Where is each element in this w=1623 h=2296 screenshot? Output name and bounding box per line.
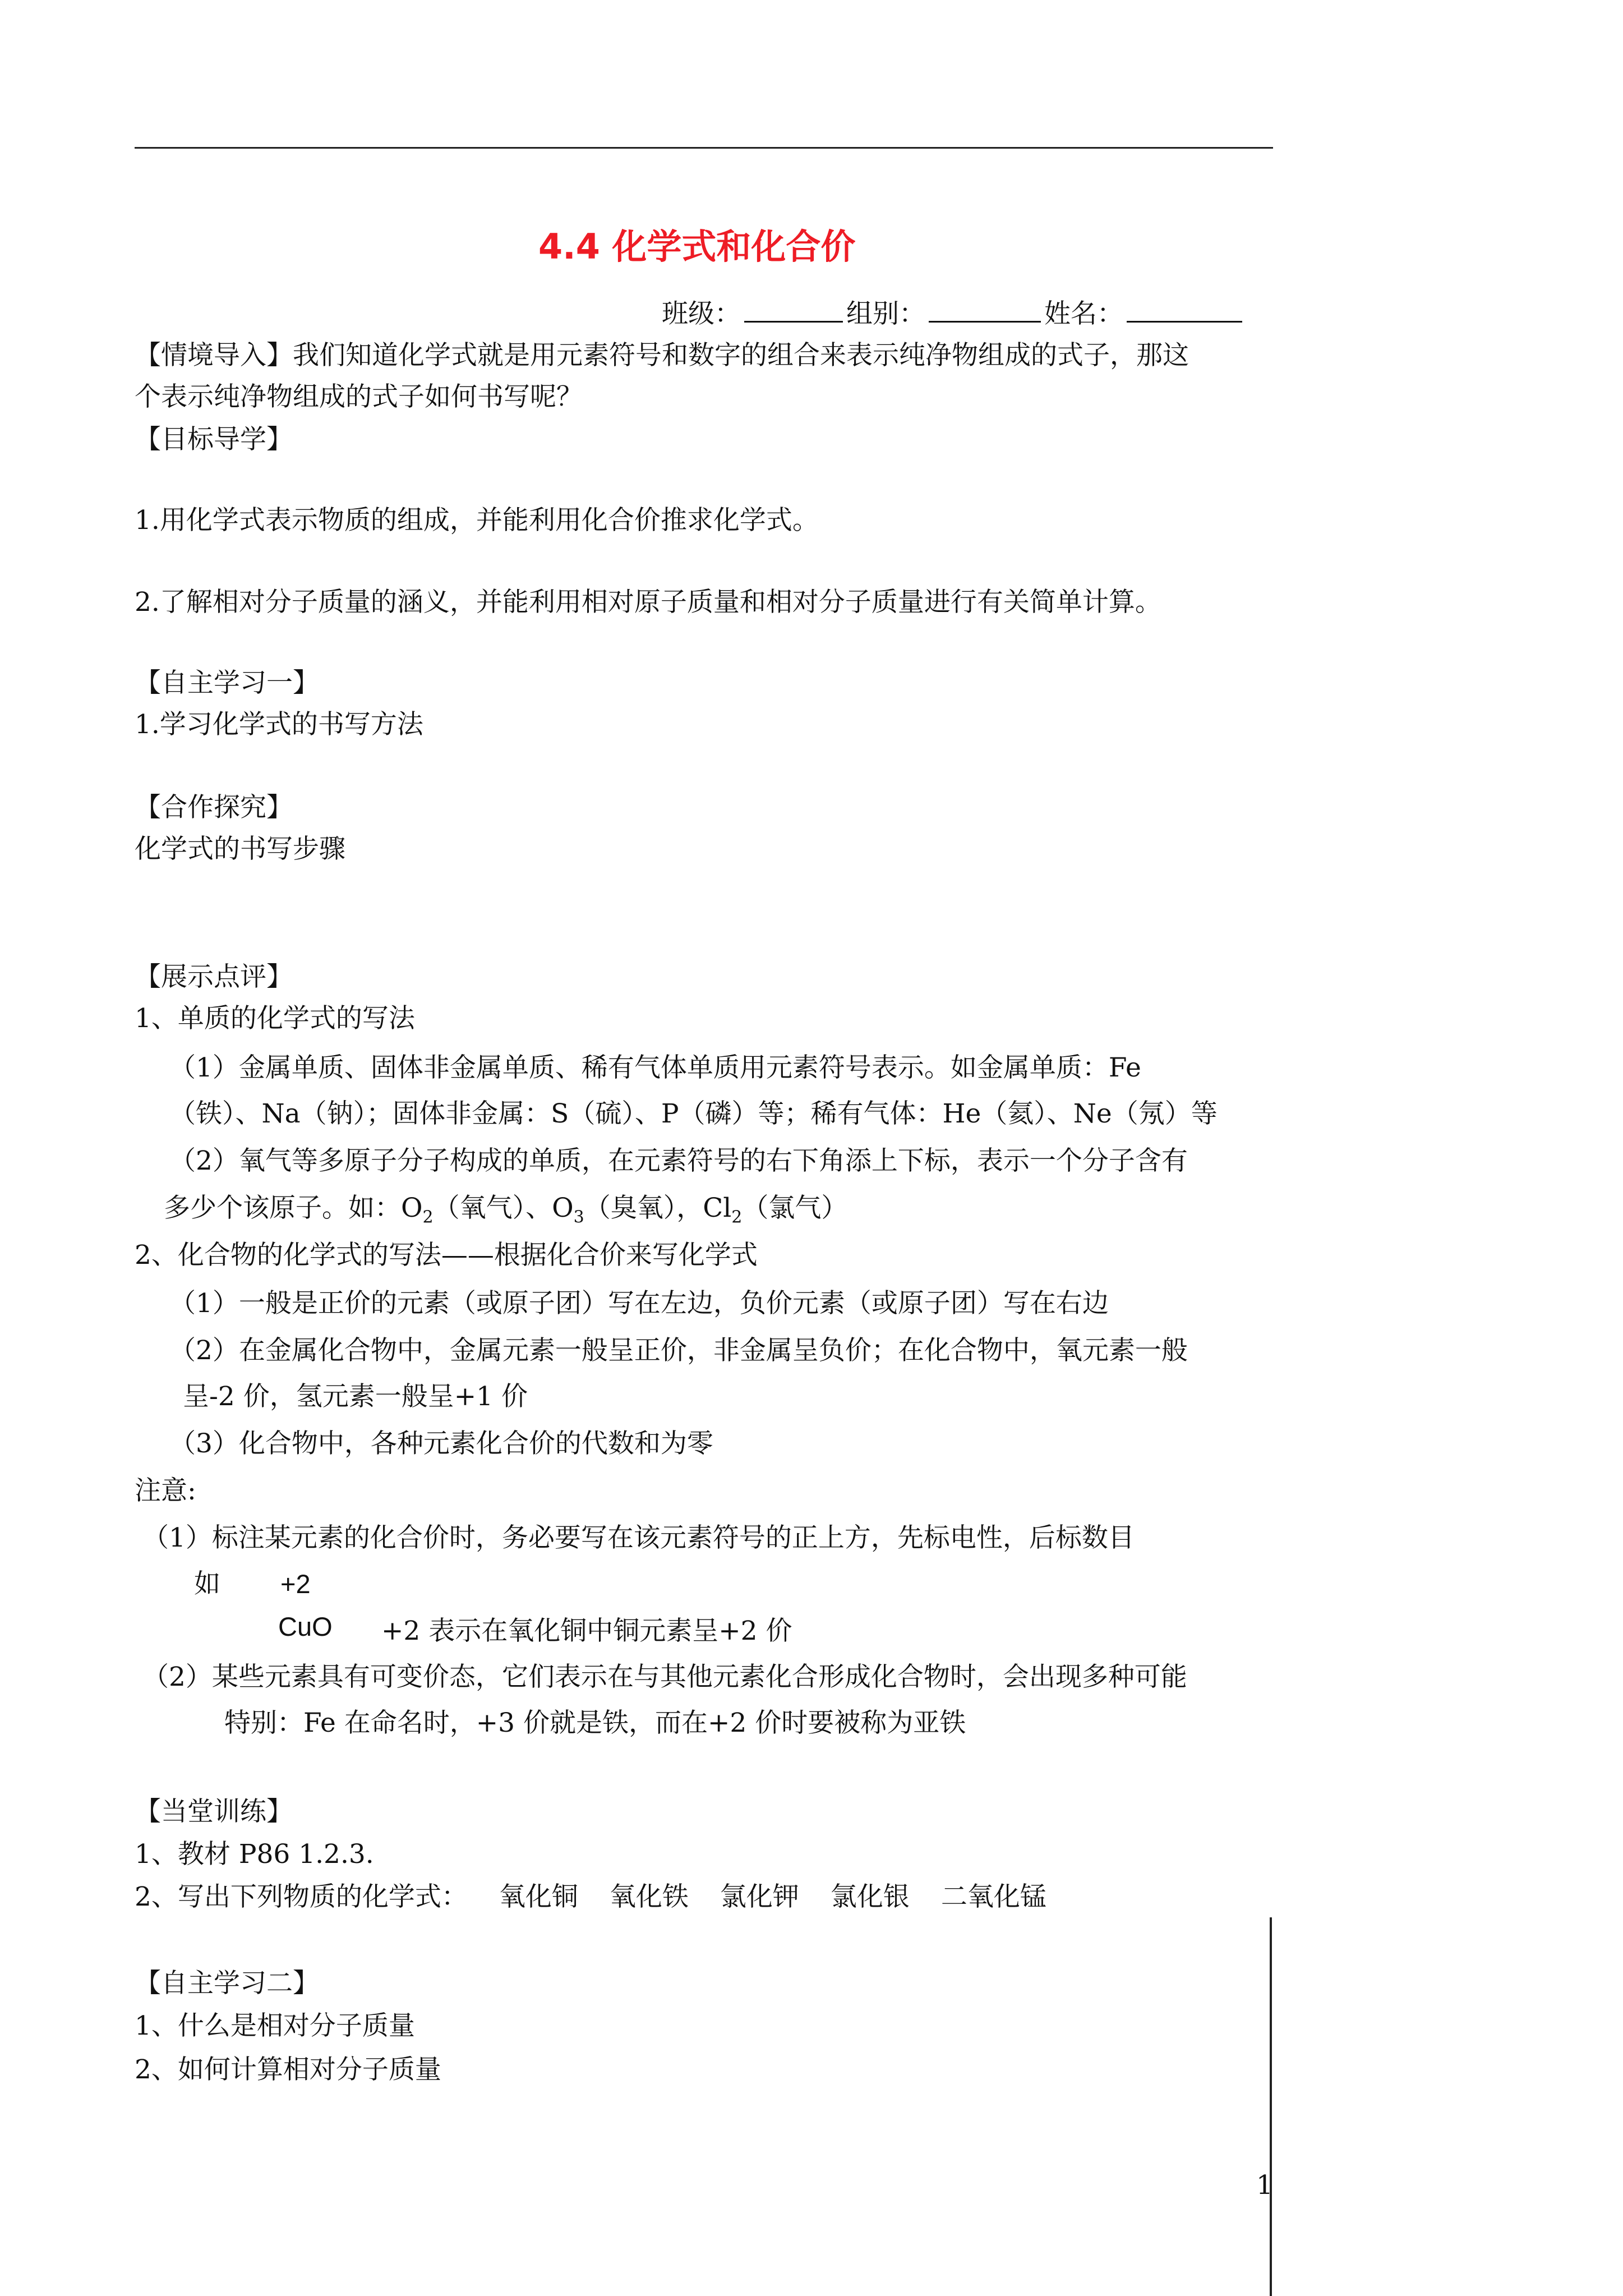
note-2-special: 特别：Fe 在命名时，+3 价就是铁，而在+2 价时要被称为亚铁 bbox=[224, 1708, 966, 1738]
goals-heading: 【目标导学】 bbox=[135, 424, 293, 455]
show-s2-line-2: （2）在金属化合物中，金属元素一般呈正价，非金属呈负价；在化合物中，氧元素一般 bbox=[169, 1335, 1188, 1366]
study2-question-2: 2、如何计算相对分子质量 bbox=[135, 2054, 441, 2085]
compound-1: 氧化铜 bbox=[499, 1881, 578, 1912]
practice-heading: 【当堂训练】 bbox=[135, 1796, 293, 1827]
compound-4: 氯化银 bbox=[830, 1881, 910, 1912]
intro-line-2: 个表示纯净物组成的式子如何书写呢？ bbox=[135, 381, 583, 412]
show-s2-line-1: （1）一般是正价的元素（或原子团）写在左边，负价元素（或原子团）写在右边 bbox=[169, 1288, 1109, 1319]
group-label: 组别： bbox=[846, 298, 925, 329]
example-description: +2 表示在氧化铜中铜元素呈+2 价 bbox=[381, 1616, 792, 1646]
note-1: （1）标注某元素的化合价时，务必要写在该元素符号的正上方，先标电性，后标数目 bbox=[142, 1522, 1135, 1553]
show-section-1: 1、单质的化学式的写法 bbox=[135, 1003, 415, 1034]
page-number: 1 bbox=[1256, 2170, 1273, 2201]
study1-heading: 【自主学习一】 bbox=[135, 668, 319, 698]
note-2: （2）某些元素具有可变价态，它们表示在与其他元素化合形成化合物时，会出现多种可能 bbox=[142, 1662, 1187, 1692]
s1-l4-sub2: 3 bbox=[573, 1207, 584, 1227]
show-s1-line-2: （铁）、Na（钠）；固体非金属：S（硫）、P（磷）等；稀有气体：He（氦）、Ne（氖）等 bbox=[169, 1098, 1218, 1129]
show-section-2: 2、化合物的化学式的写法——根据化合价来写化学式 bbox=[135, 1240, 758, 1271]
study1-item-1: 1.学习化学式的书写方法 bbox=[135, 709, 423, 740]
name-label: 姓名： bbox=[1044, 298, 1123, 329]
s1-l4-c: （臭氧），Cl bbox=[584, 1193, 732, 1223]
s1-l4-sub3: 2 bbox=[731, 1207, 743, 1227]
example-label: 如 bbox=[194, 1568, 220, 1599]
notes-heading: 注意: bbox=[135, 1475, 196, 1506]
show-s2-line-4: （3）化合物中，各种元素化合价的代数和为零 bbox=[169, 1428, 713, 1459]
practice-item-1: 1、教材 P86 1.2.3. bbox=[135, 1839, 374, 1870]
compound-3: 氯化钾 bbox=[720, 1881, 799, 1912]
right-margin-rule bbox=[1270, 1917, 1272, 2296]
s1-l4-a: 多少个该原子。如：O bbox=[164, 1193, 423, 1223]
coop-heading: 【合作探究】 bbox=[135, 792, 293, 823]
class-blank[interactable] bbox=[744, 296, 843, 323]
show-s2-line-3: 呈-2 价，氢元素一般呈+1 价 bbox=[183, 1381, 528, 1412]
example-formula: CuO bbox=[278, 1612, 333, 1641]
intro-line-1: 【情境导入】我们知道化学式就是用元素符号和数字的组合来表示纯净物组成的式子，那这 bbox=[135, 340, 1189, 371]
top-rule bbox=[135, 147, 1273, 149]
goal-item-2: 2.了解相对分子质量的涵义，并能利用相对原子质量和相对分子质量进行有关简单计算。 bbox=[135, 587, 1161, 618]
example-valence: +2 bbox=[280, 1569, 311, 1599]
show-s1-line-4 bbox=[164, 1191, 847, 1225]
name-blank[interactable] bbox=[1127, 296, 1242, 323]
coop-text: 化学式的书写步骤 bbox=[135, 834, 345, 864]
s1-l4-sub1: 2 bbox=[422, 1207, 434, 1227]
student-info bbox=[662, 296, 1246, 331]
s1-l4-b: （氧气）、O bbox=[433, 1193, 574, 1223]
class-label: 班级： bbox=[662, 298, 741, 329]
show-heading: 【展示点评】 bbox=[135, 961, 293, 992]
s1-l4-d: （氯气） bbox=[742, 1193, 848, 1223]
goal-item-1: 1.用化学式表示物质的组成，并能利用化合价推求化学式。 bbox=[135, 505, 819, 536]
page-title: 4.4 化学式和化合价 bbox=[538, 226, 856, 267]
study2-heading: 【自主学习二】 bbox=[135, 1968, 319, 1999]
practice-item-2-prefix: 2、写出下列物质的化学式： bbox=[135, 1881, 468, 1912]
study2-question-1: 1、什么是相对分子质量 bbox=[135, 2010, 415, 2041]
show-s1-line-3: （2）氧气等多原子分子构成的单质，在元素符号的右下角添上下标，表示一个分子含有 bbox=[169, 1145, 1188, 1176]
compound-5: 二氧化锰 bbox=[940, 1881, 1046, 1912]
group-blank[interactable] bbox=[929, 296, 1041, 323]
practice-item-2 bbox=[135, 1880, 1046, 1914]
show-s1-line-1: （1）金属单质、固体非金属单质、稀有气体单质用元素符号表示。如金属单质：Fe bbox=[169, 1052, 1141, 1083]
compound-2: 氧化铁 bbox=[609, 1881, 689, 1912]
